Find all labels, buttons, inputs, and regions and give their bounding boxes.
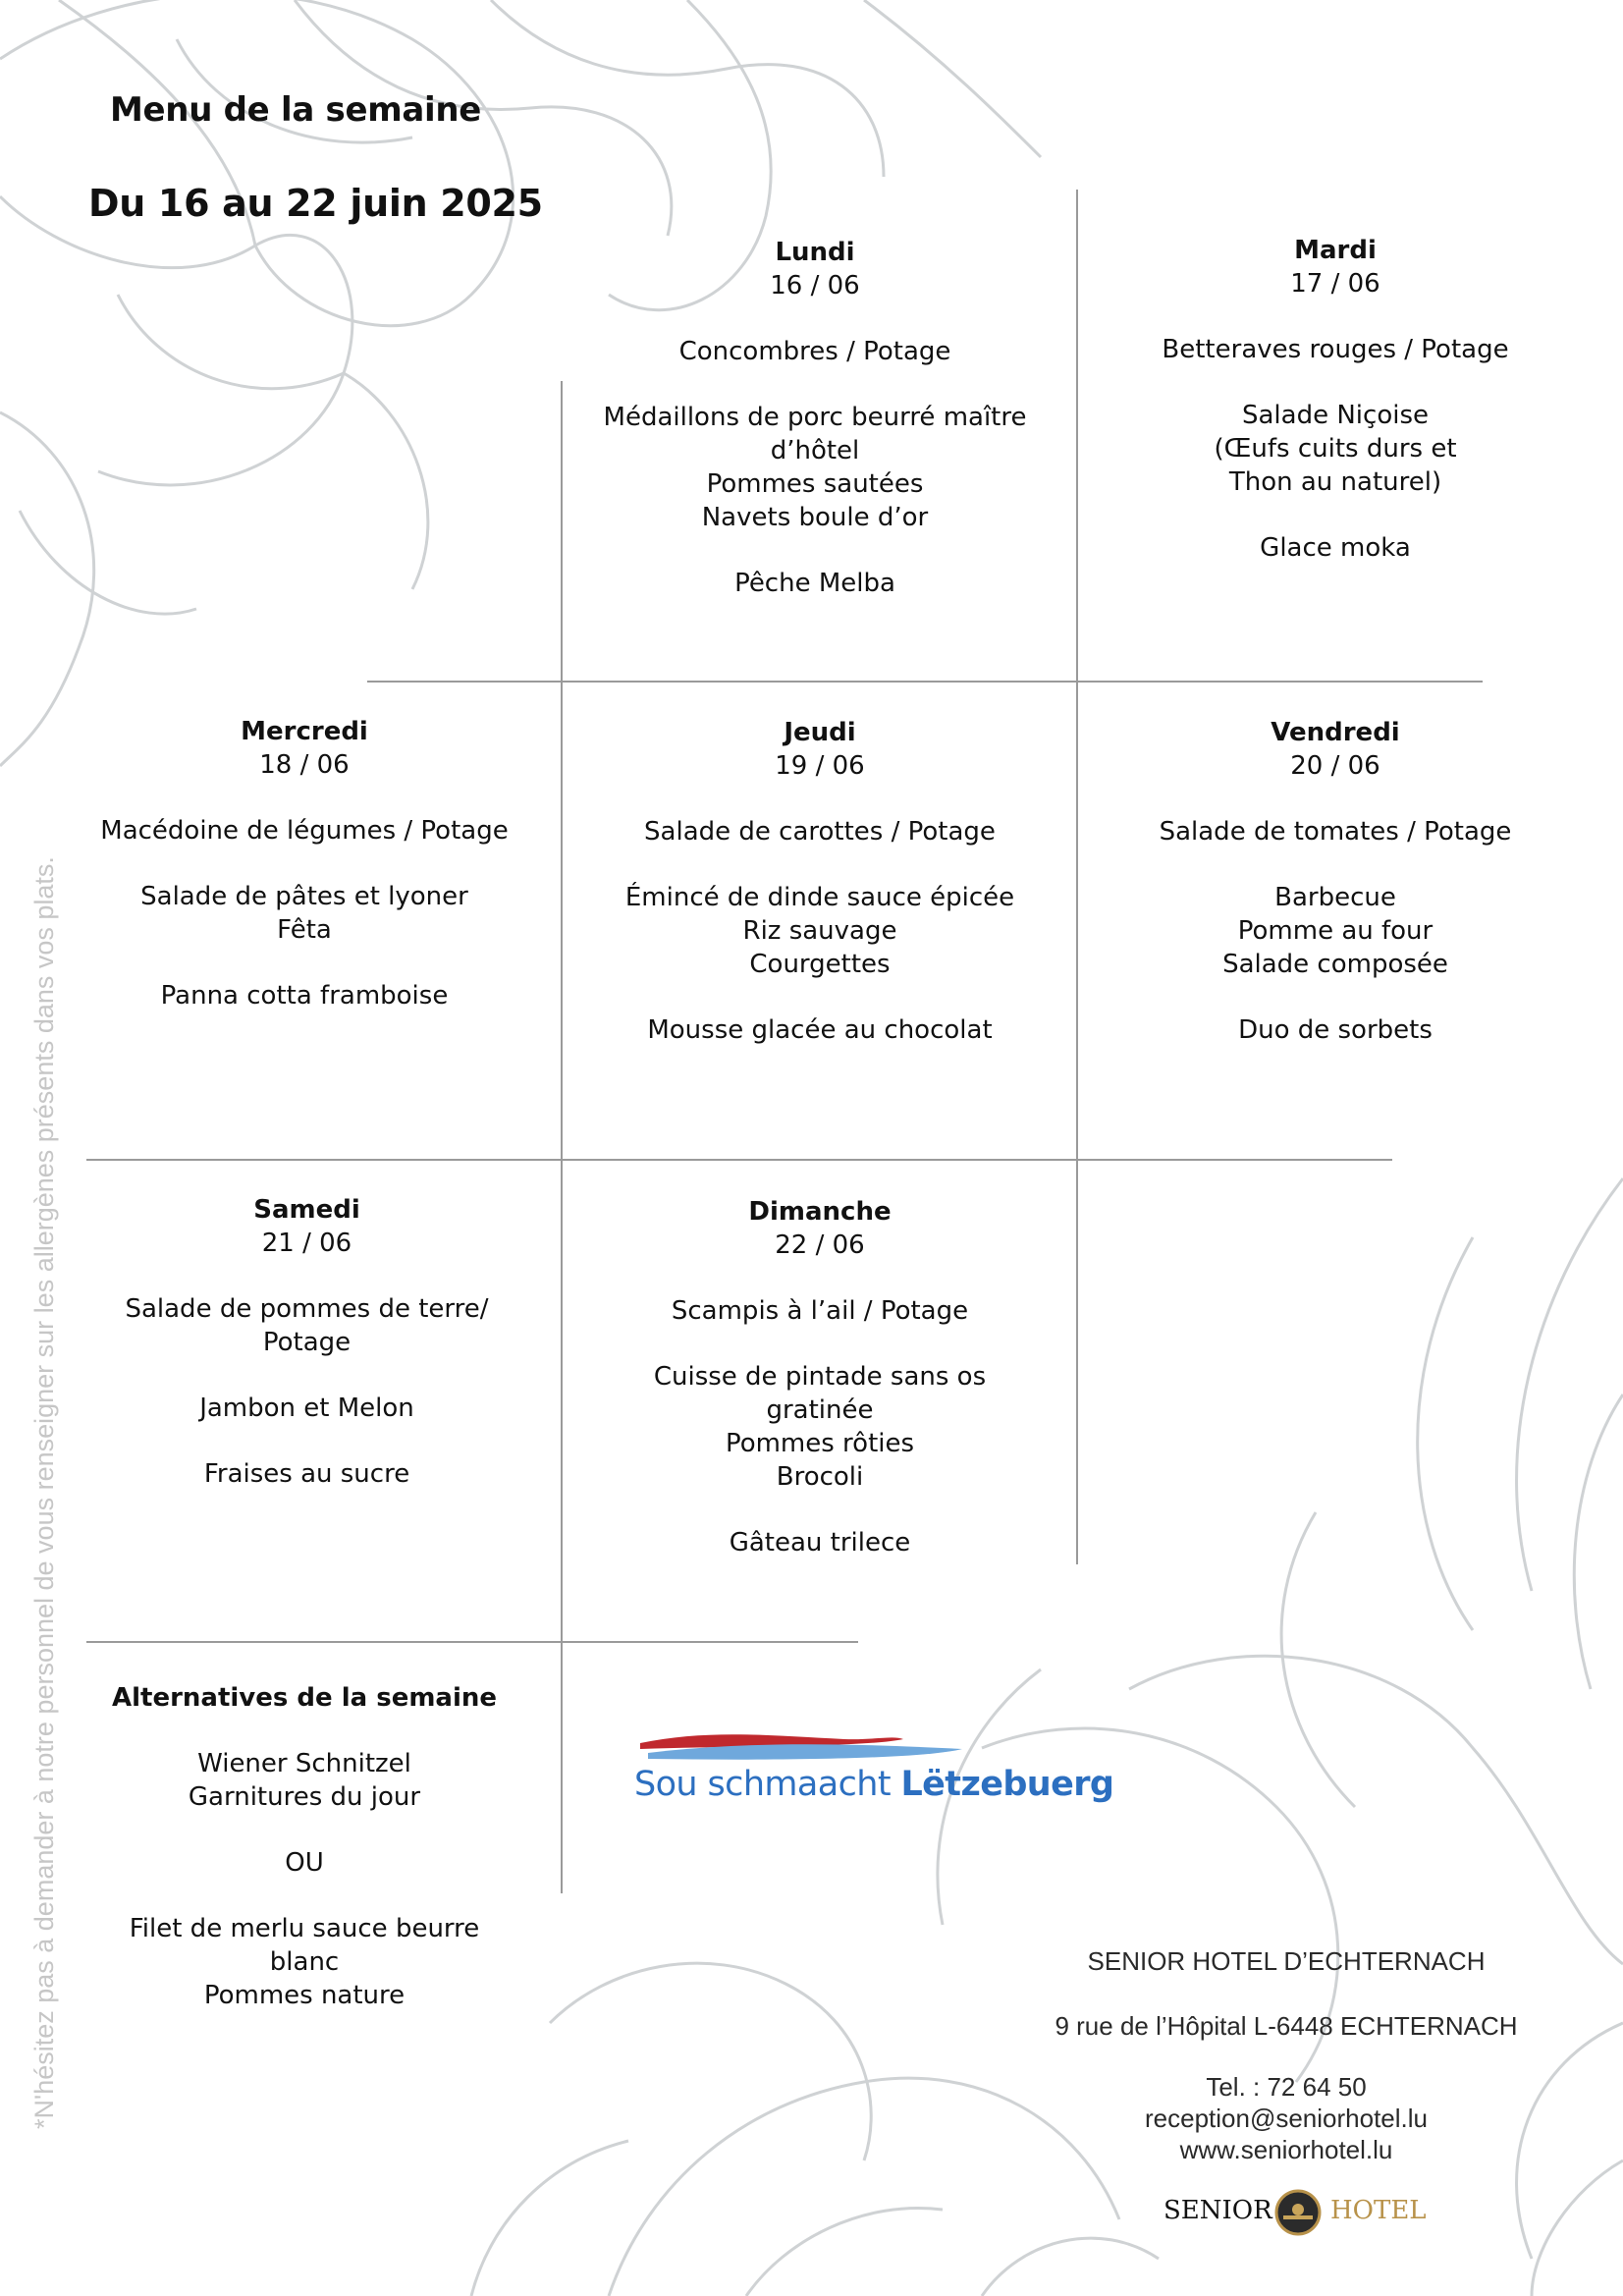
main-line: Thon au naturel) <box>1228 467 1442 497</box>
logo-senior: SENIOR <box>1163 2196 1272 2225</box>
main-line: Jambon et Melon <box>199 1394 414 1423</box>
day-cell-vendredi <box>1100 716 1571 1047</box>
main-line: d’hôtel <box>770 436 860 465</box>
sou-schmaacht-letzebuerg-logo <box>628 1723 1114 1812</box>
dessert: Mousse glacée au chocolat <box>647 1015 993 1045</box>
hotel-email: reception@seniorhotel.lu <box>1144 2104 1428 2133</box>
main-line: Salade Niçoise <box>1242 401 1429 430</box>
dessert: Pêche Melba <box>734 569 895 598</box>
day-date: 19 / 06 <box>775 751 865 781</box>
main-line: Salade composée <box>1222 950 1448 979</box>
divider <box>86 1159 1392 1161</box>
starter: Macédoine de légumes / Potage <box>100 816 509 846</box>
day-date: 21 / 06 <box>261 1229 352 1258</box>
main-line: Navets boule d’or <box>701 503 929 532</box>
starter: Scampis à l’ail / Potage <box>671 1296 969 1326</box>
logo-text-bold: Lëtzebuerg <box>900 1765 1114 1804</box>
dessert: Glace moka <box>1260 533 1411 563</box>
day-cell-samedi <box>88 1193 525 1491</box>
main-line: Pomme au four <box>1237 916 1434 946</box>
hotel-address: 9 rue de l’Hôpital L-6448 ECHTERNACH <box>1055 2011 1518 2041</box>
day-date: 18 / 06 <box>259 750 350 780</box>
alternative-line: blanc <box>269 1947 340 1977</box>
main-line: Riz sauvage <box>742 916 897 946</box>
main-line: Courgettes <box>749 950 891 979</box>
dessert: Duo de sorbets <box>1238 1015 1433 1045</box>
starter: Salade de pommes de terre/ <box>125 1294 489 1324</box>
day-date: 16 / 06 <box>770 271 860 301</box>
main-line: Émincé de dinde sauce épicée <box>624 883 1015 912</box>
day-name: Dimanche <box>748 1197 892 1227</box>
day-name: Jeudi <box>784 718 856 747</box>
day-date: 17 / 06 <box>1290 269 1380 299</box>
starter: Salade de carottes / Potage <box>644 817 996 847</box>
main-line: Fêta <box>277 915 332 945</box>
week-dates: Du 16 au 22 juin 2025 <box>88 182 543 225</box>
main-line: gratinée <box>766 1395 874 1425</box>
dessert: Panna cotta framboise <box>160 981 449 1011</box>
main-line: Pommes sautées <box>706 469 924 499</box>
day-date: 20 / 06 <box>1290 751 1380 781</box>
main-line: Pommes rôties <box>725 1429 915 1458</box>
logo-text: Sou schmaacht <box>634 1765 901 1804</box>
hotel-name: SENIOR HOTEL D’ECHTERNACH <box>1087 1946 1486 1976</box>
hotel-website: www.seniorhotel.lu <box>1179 2135 1393 2164</box>
alternatives-cell <box>88 1681 520 2012</box>
dessert: Fraises au sucre <box>203 1459 410 1489</box>
main-line: Cuisse de pintade sans os <box>653 1362 987 1392</box>
alternatives-separator: OU <box>285 1848 324 1878</box>
main-line: Barbecue <box>1274 883 1396 912</box>
divider <box>367 681 1483 683</box>
page-title: Menu de la semaine <box>110 90 481 130</box>
day-cell-jeudi <box>589 716 1051 1047</box>
divider <box>1076 190 1078 1564</box>
day-cell-mardi <box>1100 234 1571 565</box>
day-cell-lundi <box>589 236 1041 600</box>
divider <box>86 1641 858 1643</box>
alternatives-title: Alternatives de la semaine <box>111 1683 498 1713</box>
allergen-note: *N'hésitez pas à demander à notre personnel de vous renseigner sur les allergènes présents dans vos plats. <box>29 856 59 2129</box>
main-line: (Œufs cuits durs et <box>1214 434 1457 464</box>
main-line: Brocoli <box>776 1462 864 1492</box>
hotel-phone: Tel. : 72 64 50 <box>1206 2072 1367 2102</box>
logo-hotel: HOTEL <box>1330 2196 1427 2225</box>
alternative-line: Wiener Schnitzel <box>197 1749 411 1778</box>
day-name: Lundi <box>775 238 855 267</box>
main-line: Salade de pâtes et lyoner <box>140 882 468 911</box>
main-line: Médaillons de porc beurré maître <box>603 403 1027 432</box>
day-cell-dimanche <box>589 1195 1051 1559</box>
divider <box>561 381 563 1893</box>
starter: Potage <box>262 1328 352 1357</box>
day-name: Samedi <box>253 1195 360 1225</box>
flag-swoosh-icon <box>628 1723 1021 1768</box>
day-cell-mercredi <box>79 715 530 1012</box>
day-date: 22 / 06 <box>775 1230 865 1260</box>
day-name: Mercredi <box>241 717 368 746</box>
dessert: Gâteau trilece <box>729 1528 911 1558</box>
starter: Concombres / Potage <box>678 337 951 366</box>
alternative-line: Garnitures du jour <box>188 1782 421 1812</box>
alternative-line: Pommes nature <box>203 1981 406 2010</box>
senior-hotel-logo <box>1163 2188 1429 2237</box>
alternative-line: Filet de merlu sauce beurre <box>129 1914 480 1943</box>
day-name: Mardi <box>1294 236 1377 265</box>
starter: Salade de tomates / Potage <box>1159 817 1512 847</box>
hotel-emblem-icon <box>1273 2188 1323 2237</box>
day-name: Vendredi <box>1271 718 1400 747</box>
starter: Betteraves rouges / Potage <box>1162 335 1509 364</box>
